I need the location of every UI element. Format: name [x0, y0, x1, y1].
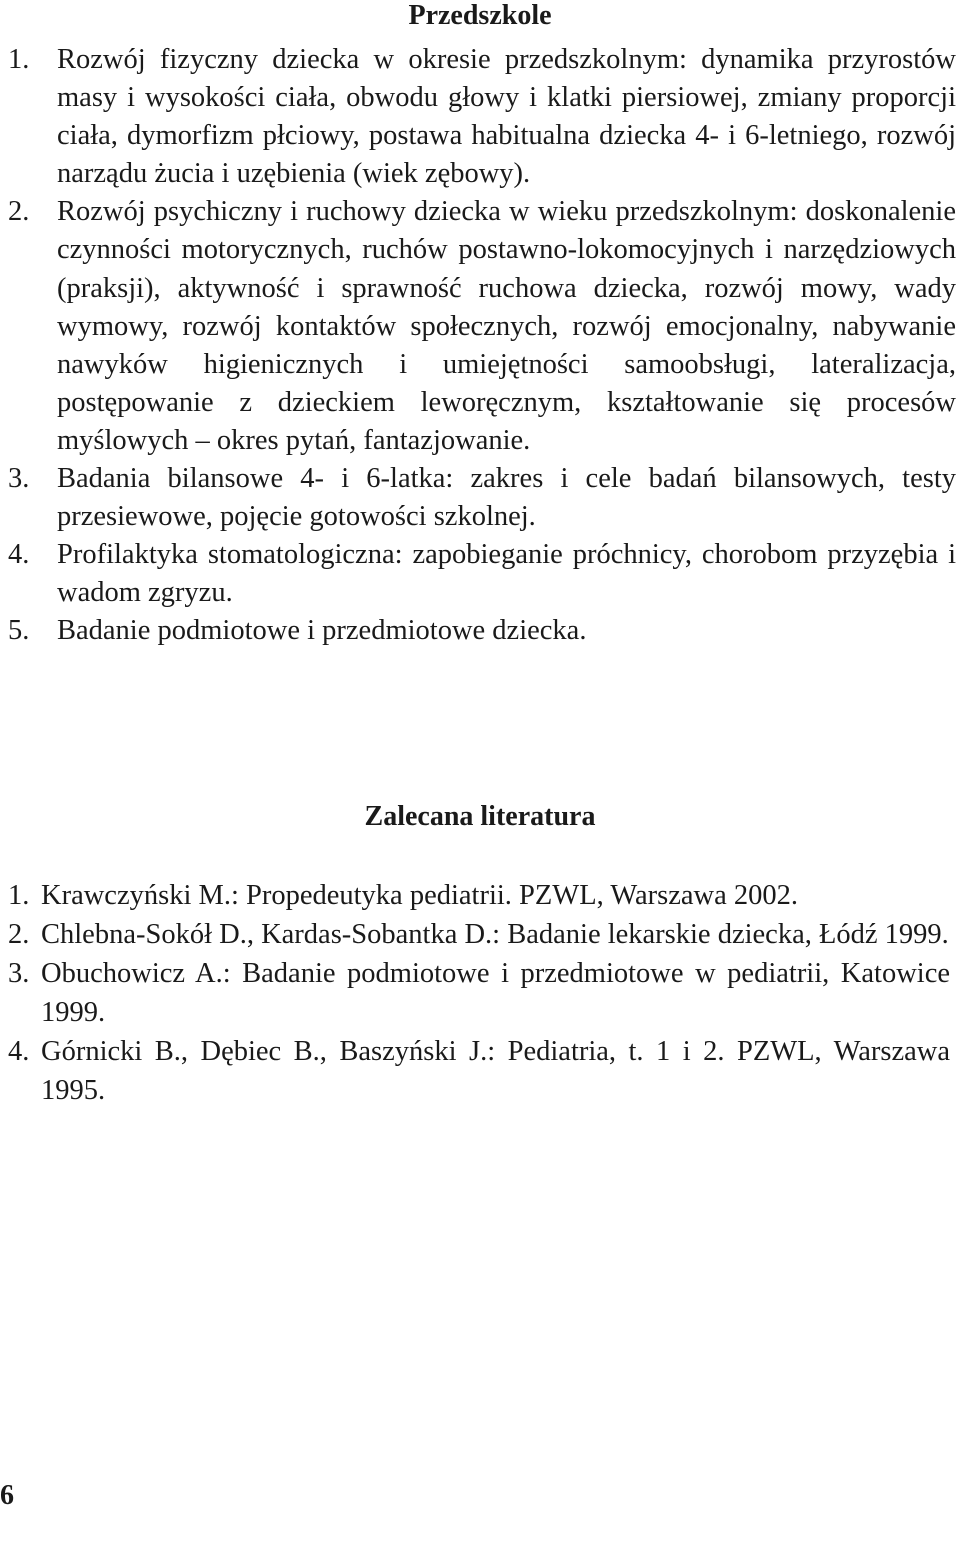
page-number: 6	[0, 1480, 14, 1511]
literature-number: 1.	[8, 880, 30, 911]
section-title: Przedszkole	[408, 0, 552, 31]
literature-item	[8, 876, 950, 915]
literature-list	[8, 876, 950, 1110]
topic-text: Profilaktyka stomatologiczna: zapobieganie próchnicy, chorobom przyzębia i wadom zgryzu.	[57, 539, 956, 609]
literature-text: Chlebna-Sokół D., Kardas-Sobantka D.: Badanie lekarskie dziecka, Łódź 1999.	[41, 919, 949, 950]
topic-number: 4.	[8, 539, 30, 571]
topic-list	[8, 41, 956, 651]
literature-text: Obuchowicz A.: Badanie podmiotowe i przedmiotowe w pediatrii, Katowice 1999.	[41, 958, 950, 1028]
topic-item	[8, 193, 956, 460]
topic-text: Badania bilansowe 4- i 6-latka: zakres i cele badań bilansowych, testy przesiewowe, pojęcie gotowości szkolnej.	[57, 463, 956, 533]
topic-item	[8, 460, 956, 536]
topic-text: Rozwój fizyczny dziecka w okresie przedszkolnym: dynamika przyrostów masy i wysokości ciała, obwodu głowy i klatki piersiowej, zmiany proporcji ciała, dymorfizm płciowy, postawa habitualna dziecka 4- i 6-letniego, rozwój narządu żucia i uzębienia (wiek zębowy).	[57, 44, 956, 190]
topic-number: 5.	[8, 615, 30, 647]
topic-text: Badanie podmiotowe i przedmiotowe dziecka.	[57, 615, 587, 647]
literature-text: Krawczyński M.: Propedeutyka pediatrii. PZWL, Warszawa 2002.	[41, 880, 798, 911]
topic-number: 1.	[8, 44, 30, 75]
topic-item	[8, 41, 956, 193]
literature-title: Zalecana literatura	[364, 801, 596, 832]
literature-item	[8, 915, 950, 954]
literature-number: 4.	[8, 1036, 30, 1067]
literature-number: 2.	[8, 919, 30, 950]
topic-number: 3.	[8, 463, 30, 495]
topic-item	[8, 612, 956, 650]
literature-number: 3.	[8, 958, 30, 989]
literature-text: Górnicki B., Dębiec B., Baszyński J.: Pediatria, t. 1 i 2. PZWL, Warszawa 1995.	[41, 1036, 950, 1106]
literature-item	[8, 1032, 950, 1110]
topic-number: 2.	[8, 196, 30, 228]
literature-item	[8, 954, 950, 1032]
topic-item	[8, 536, 956, 612]
topic-text: Rozwój psychiczny i ruchowy dziecka w wieku przedszkolnym: doskonalenie czynności motorycznych, ruchów postawno-lokomocyjnych i narzędziowych (praksji), aktywność i sprawność ruchowa dziecka, rozwój mowy, wady wymowy, rozwój kontaktów społecznych, rozwój emocjonalny, nabywanie nawyków higienicznych i umiejętności samoobsługi, lateralizacja, postępowanie z dzieckiem leworęcznym, kształtowanie się procesów myślowych – okres pytań, fantazjowanie.	[57, 196, 956, 456]
